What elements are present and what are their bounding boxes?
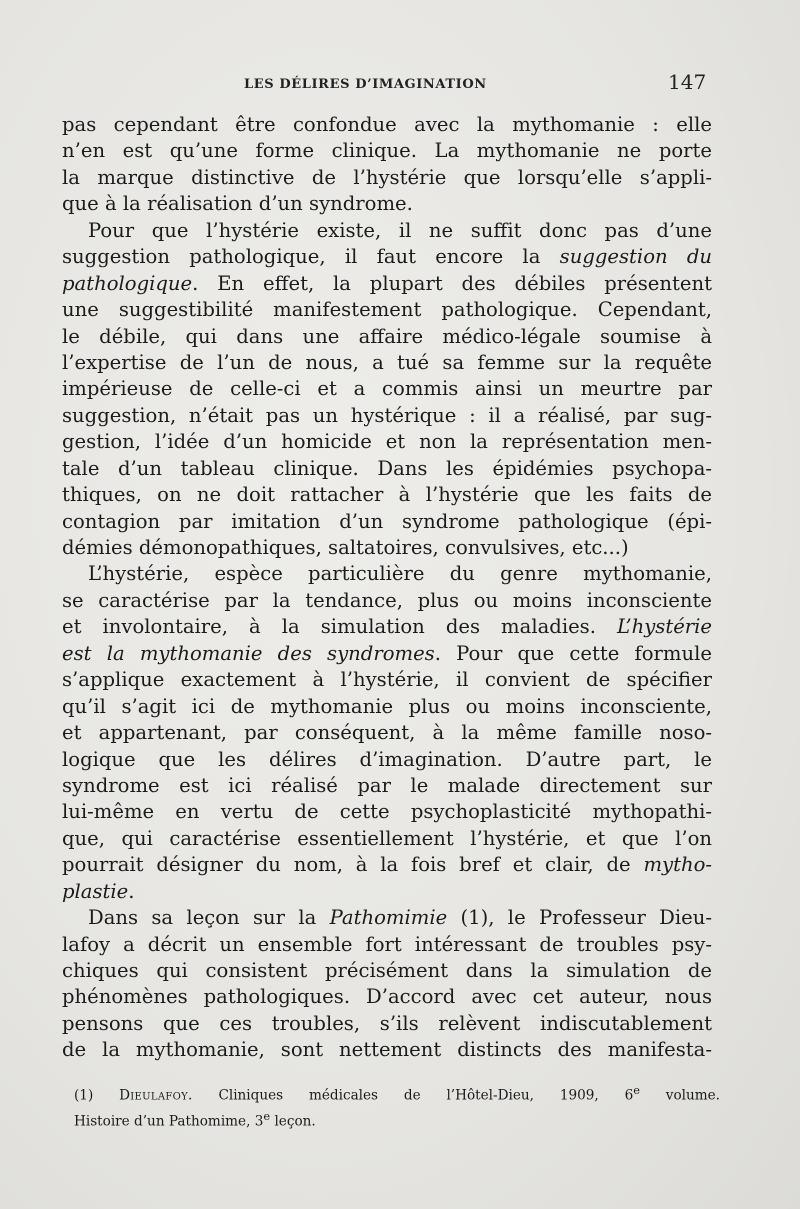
text-line: plastie. (62, 879, 135, 903)
text-line: syndrome est ici réalisé par le malade directement sur (62, 773, 712, 797)
text-line: lui-même en vertu de cette psychoplasticité mythopathi- (62, 800, 712, 824)
text-line: phénomènes pathologiques. D’accord avec cet auteur, nous (62, 985, 712, 1009)
text-line: thiques, on ne doit rattacher à l’hystérie que les faits de (62, 483, 712, 507)
footnote-marker: (1) (74, 1087, 94, 1104)
text-line: de la mythomanie, sont nettement distincts des manifesta- (62, 1038, 712, 1062)
text-line: tale d’un tableau clinique. Dans les épidémies psychopa- (62, 456, 712, 480)
footnote-author: Dieulafoy. (119, 1087, 193, 1104)
text-line: pensons que ces troubles, s’ils relèvent indiscutablement (62, 1011, 712, 1035)
footnote-line: (1) Dieulafoy. Cliniques médicales de l’Hôtel-Dieu, 1909, 6e volume. (74, 1083, 720, 1104)
footnote (74, 1080, 720, 1131)
text-line: le débile, qui dans une affaire médico-légale soumise à (62, 324, 712, 348)
text-line: démies démonopathiques, saltatoires, convulsives, etc...) (62, 536, 629, 559)
text-line: n’en est qu’une forme clinique. La mythomanie ne porte (62, 139, 712, 163)
text-line: suggestion, n’était pas un hystérique : il a réalisé, par sug- (62, 403, 712, 427)
italic-phrase: L’hystérie (617, 615, 713, 639)
text-line: la marque distinctive de l’hystérie que lorsqu’elle s’appli- (62, 165, 712, 189)
text-line: suggestion pathologique, il faut encore la suggestion du (62, 245, 713, 269)
text-line: pathologique. En effet, la plupart des débiles présentent (62, 271, 712, 295)
text-line: se caractérise par la tendance, plus ou moins inconsciente (62, 588, 712, 612)
text-line: l’expertise de l’un de nous, a tué sa femme sur la requête (62, 350, 712, 374)
text-line: pas cependant être confondue avec la mythomanie : elle (62, 113, 712, 136)
text-line: Pour que l’hystérie existe, il ne suffit donc pas d’une (88, 218, 712, 242)
text-line: Dans sa leçon sur la Pathomimie (1), le Professeur Dieu- (88, 906, 712, 930)
text-line: que, qui caractérise essentiellement l’hystérie, et que l’on (62, 826, 712, 850)
italic-phrase: mytho- (643, 853, 713, 877)
text-line: contagion par imitation d’un syndrome pathologique (épi- (62, 509, 712, 533)
text-line: et appartenant, par conséquent, à la même famille noso- (62, 721, 712, 745)
text-line: qu’il s’agit ici de mythomanie plus ou moins inconsciente, (62, 694, 712, 718)
text-line: s’applique exactement à l’hystérie, il convient de spécifier (62, 668, 712, 692)
body-text (62, 112, 712, 1064)
italic-phrase: est la mythomanie des syndromes (62, 641, 435, 665)
italic-phrase: suggestion du (559, 245, 713, 269)
text-line: lafoy a décrit un ensemble fort intéressant de troubles psy- (62, 932, 712, 956)
text-line: logique que les délires d’imagination. D’autre part, le (62, 747, 712, 771)
italic-phrase: Pathomimie (329, 906, 448, 930)
text-line: chiques qui consistent précisément dans la simulation de (62, 959, 712, 982)
text-line: que à la réalisation d’un syndrome. (62, 192, 413, 216)
footnote-line: Histoire d’un Pathomime, 3e leçon. (74, 1108, 316, 1130)
text-line: une suggestibilité manifestement pathologique. Cependant, (62, 298, 712, 322)
italic-phrase: pathologique (62, 271, 193, 295)
text-line: et involontaire, à la simulation des maladies. L’hystérie (62, 615, 713, 639)
text-line: gestion, l’idée d’un homicide et non la représentation men- (62, 430, 712, 454)
text-line: est la mythomanie des syndromes. Pour que cette formule (62, 641, 712, 665)
italic-phrase: plastie (62, 879, 129, 903)
text-line: pourrait désigner du nom, à la fois bref et clair, de mytho- (62, 853, 713, 877)
text-line: L’hystérie, espèce particulière du genre mythomanie, (88, 562, 712, 586)
page-number: 147 (668, 70, 707, 94)
running-title: LES DÉLIRES D’IMAGINATION (244, 77, 487, 92)
text-line: impérieuse de celle-ci et a commis ainsi un meurtre par (62, 377, 712, 401)
